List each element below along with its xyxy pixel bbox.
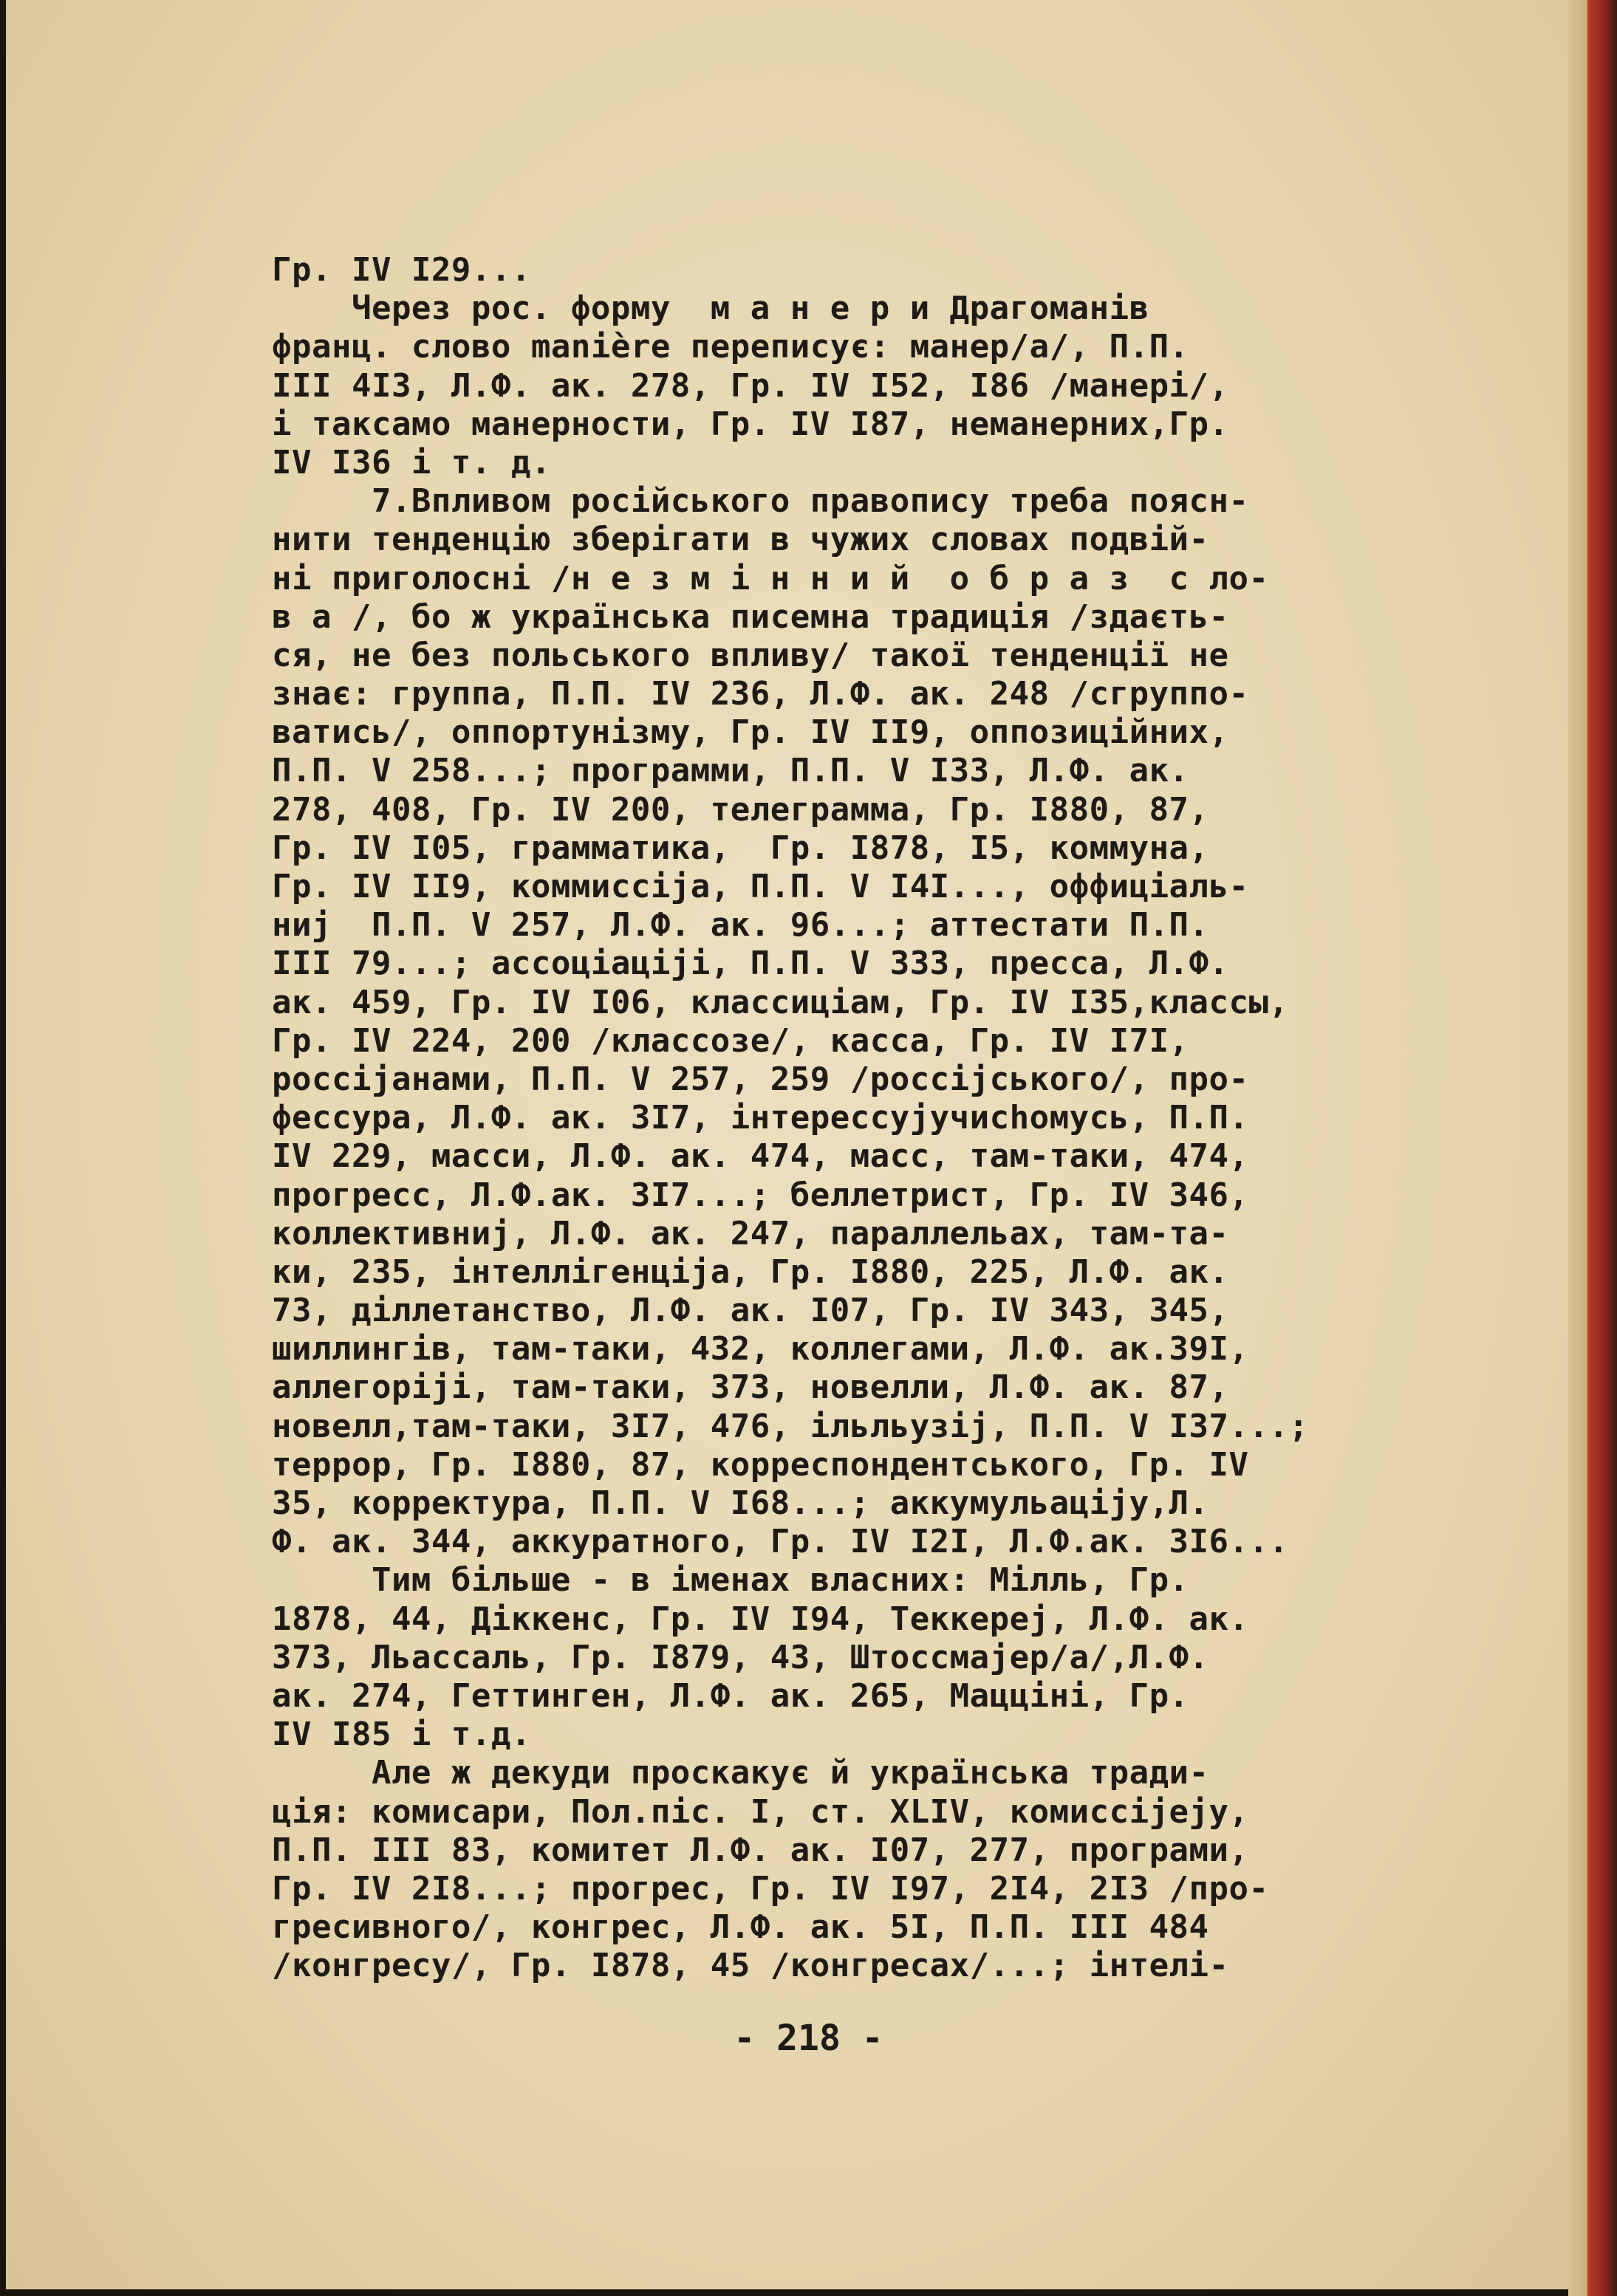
text-line: П.П. V 258...; программи, П.П. V I33, Л.Ф. ак. [272, 752, 1189, 790]
text-line: IV 229, масси, Л.Ф. ак. 474, масс, там-таки, 474, [272, 1137, 1249, 1176]
page-number: - 218 - [734, 2018, 883, 2059]
text-line: 278, 408, Гр. IV 200, телеграмма, Гр. I880, 87, [272, 790, 1209, 829]
text-line: III 4I3, Л.Ф. ак. 278, Гр. IV I52, I86 /манері/, [272, 366, 1229, 405]
text-line: і таксамо манерности, Гр. IV I87, неманерних,Гр. [272, 405, 1229, 443]
text-line: ак. 459, Гр. IV I06, классиціам, Гр. IV I35,классы, [272, 983, 1289, 1021]
text-line: шиллингів, там-таки, 432, коллегами, Л.Ф. ак.39I, [272, 1330, 1249, 1368]
text-line: ки, 235, інтеллігенціjа, Гр. I880, 225, Л.Ф. ак. [272, 1252, 1229, 1291]
text-line: новелл,там-таки, 3I7, 476, ільльузіj, П.П. V I37...; [272, 1407, 1309, 1445]
text-line: П.П. III 83, комитет Л.Ф. ак. I07, 277, програми, [272, 1831, 1249, 1869]
text-line: ак. 274, Геттинген, Л.Ф. ак. 265, Маццінi, Гр. [272, 1676, 1189, 1715]
text-line: III 79...; ассоціаціjі, П.П. V 333, пресса, Л.Ф. [272, 945, 1229, 983]
text-line: 7.Впливом російського правопису треба поясн- [272, 482, 1249, 521]
text-line: террор, Гр. I880, 87, корреспондентського, Гр. IV [272, 1445, 1249, 1484]
text-line: нити тенденцію зберігати в чужих словах подвій- [272, 521, 1209, 559]
text-line: 35, корректура, П.П. V I68...; аккумульаціjу,Л. [272, 1484, 1209, 1522]
text-line: в а /, бо ж українська писемна традиція /здаєть- [272, 597, 1229, 636]
text-line: 373, Льассаль, Гр. I879, 43, Штоссмаjер/а/,Л.Ф. [272, 1638, 1209, 1676]
text-line: ниj П.П. V 257, Л.Ф. ак. 96...; аттестати П.П. [272, 906, 1209, 945]
text-line: Через рос. форму м а н е р и Драгоманів [272, 289, 1149, 328]
text-line: аллегоріjі, там-таки, 373, новелли, Л.Ф. ак. 87, [272, 1368, 1229, 1407]
text-line: ція: комисари, Пол.піс. I, ст. XLIV, комиссіjeју, [272, 1792, 1249, 1831]
text-line: /конгресу/, Гр. I878, 45 /конгресах/...; інтелі- [272, 1947, 1229, 1985]
text-line: ватись/, оппортунізму, Гр. IV II9, оппозиційних, [272, 713, 1229, 752]
text-line: Тим більше - в іменах власних: Мілль, Гр. [272, 1561, 1189, 1600]
text-line: ся, не без польського впливу/ такої тенденції не [272, 636, 1229, 674]
text-line: Але ж декуди проскакує й українська тради- [272, 1754, 1209, 1792]
typewritten-text [272, 251, 1528, 1985]
text-line: россіjанами, П.П. V 257, 259 /россіjського/, про- [272, 1060, 1249, 1098]
text-line: Гр. IV I05, грамматика, Гр. I878, I5, коммуна, [272, 829, 1209, 867]
text-line: знає: группа, П.П. IV 236, Л.Ф. ак. 248 /сгруппо- [272, 675, 1249, 713]
text-line: IV I85 і т.д. [272, 1716, 531, 1754]
text-line: фессура, Л.Ф. ак. 3I7, інтерессуjучиchомусь, П.П. [272, 1099, 1249, 1137]
text-line: IV I36 і т. д. [272, 443, 551, 482]
text-line: гресивного/, конгрес, Л.Ф. ак. 5I, П.П. III 484 [272, 1908, 1209, 1947]
text-line: Гр. IV 2I8...; прогрес, Гр. IV I97, 2I4, 2I3 /про- [272, 1869, 1269, 1908]
text-line: ні приголосні /н е з м і н н и й о б р а з с ло- [272, 559, 1269, 597]
book-spine-shadow [1568, 0, 1587, 2296]
text-line: Гр. IV I29... [272, 251, 531, 289]
text-line: франц. слово manière переписує: манер/а/, П.П. [272, 328, 1189, 366]
text-line: Гр. IV II9, коммиссija, П.П. V I4I..., оффиціаль- [272, 868, 1249, 905]
text-line: Ф. ак. 344, аккуратного, Гр. IV I2I, Л.Ф.ак. 3I6... [272, 1523, 1289, 1561]
text-line: 1878, 44, Діккенс, Гр. IV I94, Теккереj, Л.Ф. ак. [272, 1600, 1249, 1638]
text-line: коллективниj, Л.Ф. ак. 247, параллельах, там-та- [272, 1214, 1229, 1252]
text-line: 73, діллетанство, Л.Ф. ак. I07, Гр. IV 343, 345, [272, 1292, 1229, 1330]
binding-edge [1587, 0, 1617, 2296]
text-line: прогресс, Л.Ф.ак. 3I7...; беллетрист, Гр. IV 346, [272, 1176, 1249, 1214]
text-line: Гр. IV 224, 200 /классозе/, касса, Гр. IV I7I, [272, 1021, 1189, 1060]
